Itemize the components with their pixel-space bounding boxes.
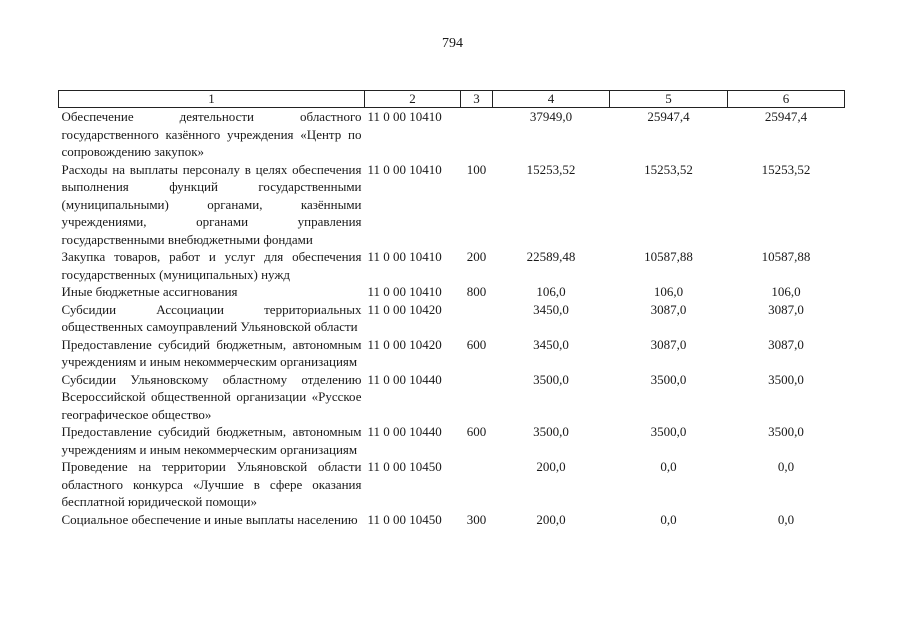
row-type: 200: [466, 249, 487, 264]
row-value-6: 0,0: [777, 511, 795, 527]
row-value-6: 3087,0: [768, 301, 804, 317]
row-value-6: 3500,0: [768, 371, 804, 387]
row-code: 11 0 00 10450: [367, 511, 442, 527]
row-name: Субсидии Ассоциации территориальных общественных самоуправлений Ульяновской области: [61, 301, 362, 334]
row-value-5: 10587,88: [644, 249, 693, 264]
row-name: Предоставление субсидий бюджетным, автономным учреждениям и иным некоммерческим организациям: [61, 336, 362, 369]
header-col-6: 6: [728, 91, 845, 108]
row-value-4: 22589,48: [526, 249, 576, 264]
row-value-6: 3500,0: [768, 424, 804, 439]
row-code: 11 0 00 10410: [367, 284, 442, 299]
header-row: [59, 91, 845, 108]
budget-table: [58, 90, 845, 528]
row-code: 11 0 00 10410: [367, 249, 442, 264]
row-name: Обеспечение деятельности областного государственного казённого учреждения «Центр по сопровождению закупок»: [61, 109, 362, 159]
row-value-6: 106,0: [771, 284, 801, 299]
row-value-5: 3087,0: [650, 336, 687, 352]
row-type: 100: [466, 161, 487, 177]
row-name: Социальное обеспечение и иные выплаты населению: [61, 511, 358, 527]
table-row: [59, 283, 845, 301]
header-col-5: 5: [610, 91, 728, 108]
row-value-5: 106,0: [653, 284, 684, 299]
row-value-5: 0,0: [660, 459, 677, 474]
table-row: [59, 161, 845, 249]
row-value-5: 15253,52: [644, 161, 693, 177]
row-type: [461, 301, 493, 336]
row-value-4: 3450,0: [533, 301, 569, 317]
row-value-6: 25947,4: [764, 109, 808, 124]
row-name: Расходы на выплаты персоналу в целях обеспечения выполнения функций государственными (муниципальными) органами, казёнными учреждениями, органами управления государственными внебюджетными фондами: [61, 161, 362, 247]
row-value-6: 0,0: [777, 459, 795, 474]
row-code: 11 0 00 10420: [367, 336, 442, 352]
row-value-5: 3087,0: [650, 301, 687, 317]
table-row: [59, 336, 845, 371]
row-code: 11 0 00 10420: [367, 301, 442, 317]
table-row: [59, 108, 845, 161]
row-code: 11 0 00 10410: [367, 161, 442, 177]
row-type: 600: [466, 336, 487, 352]
row-value-4: 106,0: [536, 284, 566, 299]
table-body: [59, 108, 845, 529]
table-row: [59, 423, 845, 458]
header-col-4: 4: [493, 91, 610, 108]
row-value-5: 3500,0: [650, 424, 687, 439]
row-value-4: 200,0: [536, 459, 566, 474]
row-value-6: 15253,52: [761, 161, 811, 177]
table-header: [59, 91, 845, 108]
row-value-4: 3500,0: [533, 424, 569, 439]
row-type: 600: [466, 424, 487, 439]
row-type: [461, 108, 493, 161]
header-col-2: 2: [365, 91, 461, 108]
row-type: 300: [466, 511, 487, 527]
row-code: 11 0 00 10450: [367, 459, 442, 474]
table-row: [59, 458, 845, 511]
row-value-5: 3500,0: [650, 371, 687, 387]
row-value-4: 37949,0: [529, 109, 573, 124]
row-value-5: 0,0: [660, 511, 677, 527]
row-name: Проведение на территории Ульяновской области областного конкурса «Лучшие в сфере оказания бесплатной юридической помощи»: [61, 459, 362, 509]
row-name: Субсидии Ульяновскому областному отделению Всероссийской общественной организации «Русское географическое общество»: [61, 371, 362, 422]
row-value-4: 15253,52: [526, 161, 576, 177]
row-value-4: 3500,0: [533, 371, 569, 387]
row-name: Иные бюджетные ассигнования: [61, 284, 238, 299]
row-type: 800: [466, 284, 487, 299]
row-code: 11 0 00 10440: [367, 371, 442, 387]
table-row: [59, 371, 845, 424]
row-value-5: 25947,4: [647, 109, 690, 124]
row-name: Предоставление субсидий бюджетным, автономным учреждениям и иным некоммерческим организациям: [61, 424, 362, 457]
row-value-4: 200,0: [536, 511, 566, 527]
row-type: [461, 458, 493, 511]
row-name: Закупка товаров, работ и услуг для обеспечения государственных (муниципальных) нужд: [61, 249, 362, 282]
row-code: 11 0 00 10410: [367, 109, 442, 124]
header-col-3: 3: [461, 91, 493, 108]
header-col-1: 1: [59, 91, 365, 108]
table-row: [59, 301, 845, 336]
row-type: [461, 371, 493, 424]
row-value-6: 10587,88: [761, 249, 811, 264]
row-value-4: 3450,0: [533, 336, 569, 352]
row-code: 11 0 00 10440: [367, 424, 442, 439]
page-number: 794: [442, 36, 463, 51]
row-value-6: 3087,0: [768, 336, 804, 352]
table-row: [59, 248, 845, 283]
table-row: [59, 511, 845, 529]
